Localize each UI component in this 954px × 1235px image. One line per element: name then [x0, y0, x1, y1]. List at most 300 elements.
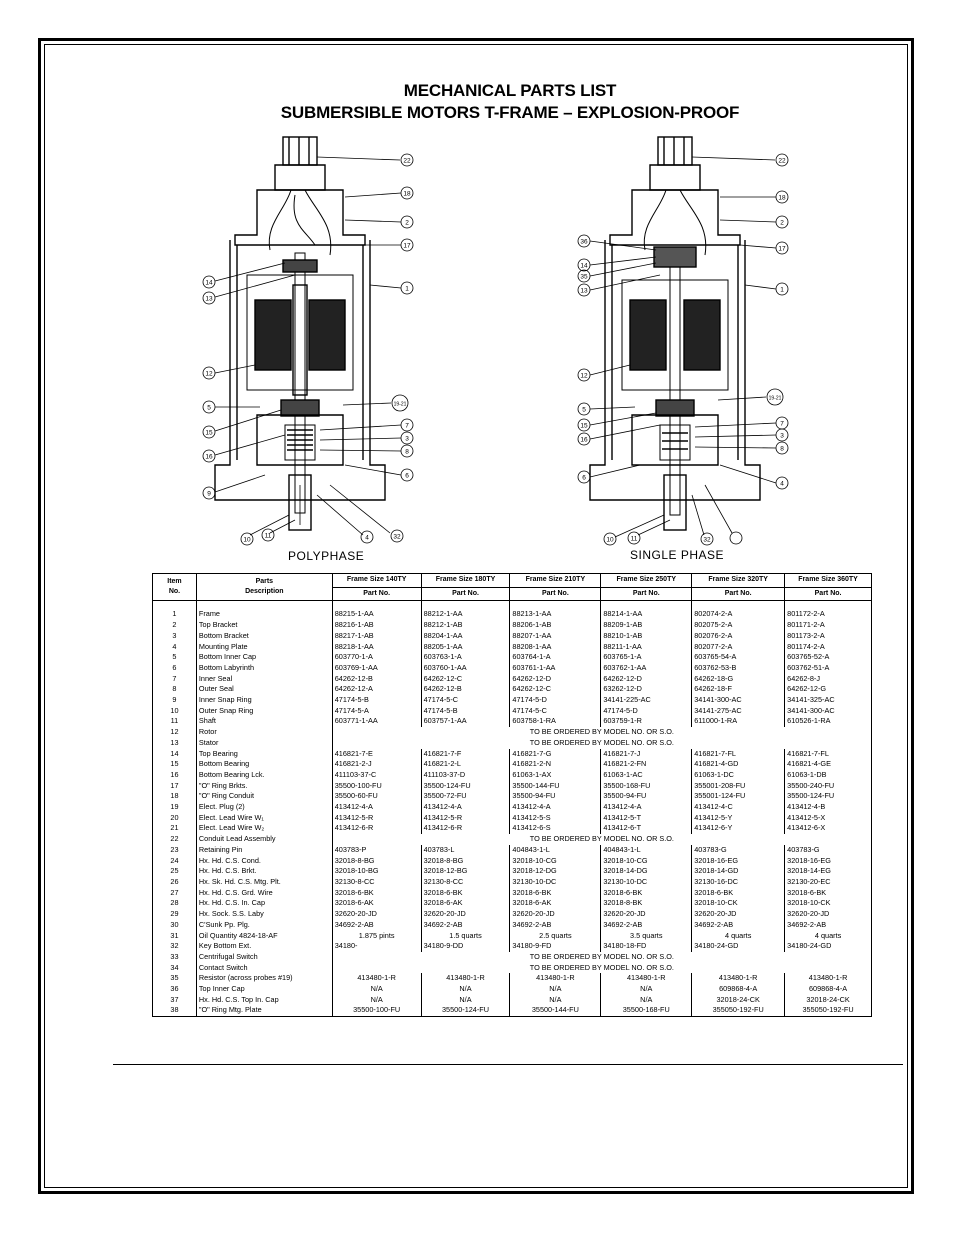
part-number-cell: 61063-1-AX [510, 770, 601, 781]
callout-number: 9 [207, 490, 211, 498]
part-number-cell: 802076-2-A [692, 631, 785, 642]
part-number-cell: N/A [601, 984, 692, 995]
part-number-cell: 413412-5-R [421, 813, 510, 824]
part-description: "O" Ring Mtg. Plate [196, 1005, 332, 1016]
col-header-frame-140ty: Frame Size 140TY [332, 574, 421, 588]
table-row [153, 995, 872, 1006]
part-number-cell: 64262-12-A [332, 684, 421, 695]
part-number-cell: 2.5 quarts [510, 931, 601, 942]
part-description: Frame [196, 609, 332, 620]
table-row [153, 631, 872, 642]
part-number-cell: N/A [601, 995, 692, 1006]
table-row [153, 684, 872, 695]
table-row [153, 674, 872, 685]
part-number-cell: 34141-275-AC [692, 706, 785, 717]
part-number-cell: 88208-1-AA [510, 642, 601, 653]
col-header-partno: Part No. [601, 587, 692, 601]
part-number-cell: 61063-1-DC [692, 770, 785, 781]
col-header-frame-210ty: Frame Size 210TY [510, 574, 601, 588]
part-number-cell: 603765-1-A [601, 652, 692, 663]
col-header-frame-360ty: Frame Size 360TY [785, 574, 872, 588]
part-number-cell: 355050-192-FU [785, 1005, 872, 1016]
part-description: C'Sunk Pp. Plg. [196, 920, 332, 931]
col-header-partno: Part No. [332, 587, 421, 601]
part-number-cell: 35500-72-FU [421, 791, 510, 802]
part-description: Contact Switch [196, 963, 332, 974]
item-number: 14 [153, 749, 197, 760]
part-number-cell: 32018-6-AK [510, 898, 601, 909]
callout-number: 15 [580, 422, 588, 430]
part-number-cell: 413480-1-R [510, 973, 601, 984]
item-number: 12 [153, 727, 197, 738]
table-row [153, 749, 872, 760]
part-number-cell: 413412-6-T [601, 823, 692, 834]
part-number-cell: 35500-168-FU [601, 1005, 692, 1016]
callout-number: 13 [580, 287, 588, 295]
part-number-cell: 35500-144-FU [510, 781, 601, 792]
order-by-model-note: TO BE ORDERED BY MODEL NO. OR S.O. [332, 738, 871, 749]
part-number-cell: 413412-4-C [692, 802, 785, 813]
item-number: 32 [153, 941, 197, 952]
part-number-cell: 35500-60-FU [332, 791, 421, 802]
table-row [153, 770, 872, 781]
part-number-cell: 801174-2-A [785, 642, 872, 653]
part-number-cell: 63262-12-D [601, 684, 692, 695]
part-number-cell: 603762-51-A [785, 663, 872, 674]
part-number-cell: 64262-18-G [692, 674, 785, 685]
part-number-cell: 32018-10-BG [332, 866, 421, 877]
table-row [153, 920, 872, 931]
item-number: 7 [153, 674, 197, 685]
part-number-cell: 32018-6-AK [332, 898, 421, 909]
part-number-cell: 603763-1-A [421, 652, 510, 663]
part-number-cell: 413480-1-R [785, 973, 872, 984]
item-number: 33 [153, 952, 197, 963]
callout-number: 2 [405, 219, 409, 227]
table-row [153, 931, 872, 942]
part-description: Hx. Hd. C.S. Brkt. [196, 866, 332, 877]
item-number: 26 [153, 877, 197, 888]
callout-number: 11 [264, 532, 272, 540]
part-number-cell: 32018-16-EG [692, 856, 785, 867]
part-number-cell: 413412-5-S [510, 813, 601, 824]
table-row [153, 834, 872, 845]
callout-number: 4 [780, 480, 784, 488]
page-title: MECHANICAL PARTS LIST [403, 81, 617, 100]
part-number-cell: 35500-240-FU [785, 781, 872, 792]
part-number-cell: 3.5 quarts [601, 931, 692, 942]
part-number-cell: 355001-208-FU [692, 781, 785, 792]
part-number-cell: 88209-1-AB [601, 620, 692, 631]
item-number: 19 [153, 802, 197, 813]
part-number-cell: 35500-168-FU [601, 781, 692, 792]
callout-number: 12 [205, 370, 213, 378]
table-row [153, 642, 872, 653]
part-number-cell: 32620-20-JD [785, 909, 872, 920]
item-number: 38 [153, 1005, 197, 1016]
item-number: 29 [153, 909, 197, 920]
part-number-cell: 403783-L [421, 845, 510, 856]
part-description: Shaft [196, 716, 332, 727]
part-description: Hx. Hd. C.S. Grd. Wire [196, 888, 332, 899]
table-row [153, 663, 872, 674]
table-row [153, 973, 872, 984]
part-number-cell: 32018-8-BK [601, 898, 692, 909]
col-header-item: Item No. [153, 574, 197, 601]
table-spacer-row [153, 601, 872, 610]
part-number-cell: 416821-7-FL [692, 749, 785, 760]
item-number: 4 [153, 642, 197, 653]
part-number-cell: 411103-37-D [421, 770, 510, 781]
part-description: Inner Seal [196, 674, 332, 685]
item-number: 8 [153, 684, 197, 695]
part-number-cell: 34180-9-DD [421, 941, 510, 952]
part-number-cell: 603761-1-AA [510, 663, 601, 674]
callout-number: 17 [403, 242, 411, 250]
part-number-cell: 47174-5-B [332, 695, 421, 706]
part-number-cell: N/A [510, 984, 601, 995]
part-number-cell: 32130-8-CC [332, 877, 421, 888]
table-row [153, 877, 872, 888]
part-number-cell: 34692-2-AB [332, 920, 421, 931]
table-row [153, 952, 872, 963]
part-number-cell: 64262-12-C [510, 684, 601, 695]
part-number-cell: 801172-2-A [785, 609, 872, 620]
part-number-cell: 416821-7-G [510, 749, 601, 760]
part-number-cell: 64262-12-B [332, 674, 421, 685]
callout-number: 5 [207, 404, 211, 412]
part-number-cell: 802074-2-A [692, 609, 785, 620]
part-number-cell: 355001-124-FU [692, 791, 785, 802]
part-number-cell: 413480-1-R [692, 973, 785, 984]
part-number-cell: 32130-16-DC [692, 877, 785, 888]
part-number-cell: 413480-1-R [332, 973, 421, 984]
table-row [153, 738, 872, 749]
callout-number: 22 [403, 157, 411, 165]
table-row [153, 759, 872, 770]
part-number-cell: 32620-20-JD [510, 909, 601, 920]
part-number-cell: 413412-4-B [785, 802, 872, 813]
callout-number: 16 [205, 453, 213, 461]
part-number-cell: 610526-1-RA [785, 716, 872, 727]
callout-number: 14 [580, 262, 588, 270]
col-header-partno: Part No. [785, 587, 872, 601]
part-number-cell: 603759-1-R [601, 716, 692, 727]
part-number-cell: 413412-6-R [421, 823, 510, 834]
callout-number: 4 [365, 534, 369, 542]
part-number-cell: 603760-1-AA [421, 663, 510, 674]
part-number-cell: 32018-14-EG [785, 866, 872, 877]
part-description: Conduit Lead Assembly [196, 834, 332, 845]
part-number-cell: 603770-1-A [332, 652, 421, 663]
part-description: Bottom Bearing Lck. [196, 770, 332, 781]
item-number: 10 [153, 706, 197, 717]
part-number-cell: 416821-7-FL [785, 749, 872, 760]
part-number-cell: 416821-2-J [332, 759, 421, 770]
part-number-cell: 35500-124-FU [785, 791, 872, 802]
part-number-cell: 34180- [332, 941, 421, 952]
part-number-cell: 413412-6-R [332, 823, 421, 834]
part-number-cell: 603769-1-AA [332, 663, 421, 674]
part-number-cell: 34692-2-AB [601, 920, 692, 931]
item-number: 36 [153, 984, 197, 995]
part-description: Elect. Lead Wire W₁ [196, 813, 332, 824]
part-description: Bottom Bracket [196, 631, 332, 642]
part-number-cell: 32018-14-DG [601, 866, 692, 877]
part-number-cell: 32018-24-CK [692, 995, 785, 1006]
part-number-cell: 88213-1-AA [510, 609, 601, 620]
part-number-cell: 32018-6-BK [692, 888, 785, 899]
part-number-cell: 32018-10-CK [785, 898, 872, 909]
part-number-cell: 32130-10-DC [601, 877, 692, 888]
part-number-cell: 413412-6-Y [692, 823, 785, 834]
part-number-cell: 413412-5-T [601, 813, 692, 824]
part-description: Outer Seal [196, 684, 332, 695]
item-number: 5 [153, 652, 197, 663]
part-number-cell: 88211-1-AA [601, 642, 692, 653]
col-header-partno: Part No. [510, 587, 601, 601]
part-description: Mounting Plate [196, 642, 332, 653]
item-number: 6 [153, 663, 197, 674]
part-description: Hx. Sock. S.S. Laby [196, 909, 332, 920]
callout-number: 19-21 [768, 395, 782, 402]
part-number-cell: 413480-1-R [421, 973, 510, 984]
part-description: Elect. Lead Wire W₂ [196, 823, 332, 834]
part-number-cell: 416821-2-FN [601, 759, 692, 770]
part-number-cell: 413412-5-X [785, 813, 872, 824]
part-number-cell: 32018-12-DG [510, 866, 601, 877]
part-number-cell: 603757-1-AA [421, 716, 510, 727]
callout-number: 19-21 [393, 401, 407, 408]
part-number-cell: 32018-6-AK [421, 898, 510, 909]
order-by-model-note: TO BE ORDERED BY MODEL NO. OR S.O. [332, 834, 871, 845]
table-row [153, 823, 872, 834]
item-number: 27 [153, 888, 197, 899]
part-number-cell: 4 quarts [692, 931, 785, 942]
part-number-cell: 88212-1-AA [421, 609, 510, 620]
part-number-cell: 4 quarts [785, 931, 872, 942]
part-number-cell: 32620-20-JD [332, 909, 421, 920]
order-by-model-note: TO BE ORDERED BY MODEL NO. OR S.O. [332, 963, 871, 974]
part-number-cell: 801171-2-A [785, 620, 872, 631]
part-number-cell: 88205-1-AA [421, 642, 510, 653]
part-number-cell: 355050-192-FU [692, 1005, 785, 1016]
callout-number: 18 [403, 190, 411, 198]
part-number-cell: 609868-4-A [692, 984, 785, 995]
part-description: Oil Quantity 4824-18-AF [196, 931, 332, 942]
part-number-cell: 603762-1-AA [601, 663, 692, 674]
part-number-cell: 603771-1-AA [332, 716, 421, 727]
part-number-cell: 32620-20-JD [601, 909, 692, 920]
part-description: Hx. Sk. Hd. C.S. Mtg. Plt. [196, 877, 332, 888]
col-header-frame-180ty: Frame Size 180TY [421, 574, 510, 588]
table-row [153, 652, 872, 663]
callout-number: 10 [243, 536, 251, 544]
part-description: Rotor [196, 727, 332, 738]
part-number-cell: 416821-7-J [601, 749, 692, 760]
item-number: 35 [153, 973, 197, 984]
item-number: 1 [153, 609, 197, 620]
part-number-cell: 603758-1-RA [510, 716, 601, 727]
item-number: 17 [153, 781, 197, 792]
item-number: 23 [153, 845, 197, 856]
table-row [153, 716, 872, 727]
part-description: Bottom Bearing [196, 759, 332, 770]
callout-number: 6 [405, 472, 409, 480]
table-row [153, 866, 872, 877]
part-number-cell: 603762-53-B [692, 663, 785, 674]
part-number-cell: 416821-2-L [421, 759, 510, 770]
part-number-cell: 32018-8-BG [421, 856, 510, 867]
callout-number: 13 [205, 295, 213, 303]
callout-number: 3 [780, 432, 784, 440]
part-number-cell: 35500-94-FU [601, 791, 692, 802]
part-number-cell: 413412-4-A [332, 802, 421, 813]
part-description: Stator [196, 738, 332, 749]
part-number-cell: 413412-5-Y [692, 813, 785, 824]
part-number-cell: 603764-1-A [510, 652, 601, 663]
callout-number: 11 [630, 535, 638, 543]
part-number-cell: 64262-12-D [510, 674, 601, 685]
polyphase-label: POLYPHASE [288, 549, 365, 563]
part-description: Top Bracket [196, 620, 332, 631]
callout-number: 36 [580, 238, 588, 246]
part-number-cell: 34692-2-AB [421, 920, 510, 931]
part-number-cell: 403783-P [332, 845, 421, 856]
callout-number: 8 [405, 448, 409, 456]
table-row [153, 695, 872, 706]
table-row [153, 909, 872, 920]
item-number: 25 [153, 866, 197, 877]
part-number-cell: 34692-2-AB [692, 920, 785, 931]
part-number-cell: 416821-7-F [421, 749, 510, 760]
part-description: Centrifugal Switch [196, 952, 332, 963]
col-header-partno: Part No. [421, 587, 510, 601]
callout-number: 5 [582, 406, 586, 414]
part-number-cell: 413480-1-R [601, 973, 692, 984]
callout-number: 17 [778, 245, 786, 253]
table-row [153, 802, 872, 813]
table-row [153, 791, 872, 802]
part-number-cell: 416821-7-E [332, 749, 421, 760]
part-number-cell: 32620-20-JD [692, 909, 785, 920]
item-number: 11 [153, 716, 197, 727]
callout-number: 3 [405, 435, 409, 443]
table-row [153, 706, 872, 717]
part-number-cell: 88207-1-AA [510, 631, 601, 642]
part-number-cell: 88210-1-AB [601, 631, 692, 642]
part-description: Bottom Inner Cap [196, 652, 332, 663]
part-number-cell: 34692-2-AB [785, 920, 872, 931]
part-number-cell: 88215-1-AA [332, 609, 421, 620]
footer-rule [113, 1064, 903, 1065]
part-number-cell: 88212-1-AB [421, 620, 510, 631]
part-number-cell: 32018-10-CG [510, 856, 601, 867]
part-number-cell: N/A [510, 995, 601, 1006]
single-phase-label: SINGLE PHASE [630, 548, 725, 562]
part-number-cell: 32018-6-BK [785, 888, 872, 899]
part-description: Bottom Labyrinth [196, 663, 332, 674]
part-number-cell: 32018-6-BK [332, 888, 421, 899]
part-number-cell: 34141-225-AC [601, 695, 692, 706]
part-number-cell: 403783-G [785, 845, 872, 856]
part-number-cell: 32018-16-EG [785, 856, 872, 867]
table-row [153, 1005, 872, 1016]
part-number-cell: 32018-10-CK [692, 898, 785, 909]
part-description: Resistor (across probes #19) [196, 973, 332, 984]
part-number-cell: 413412-6-X [785, 823, 872, 834]
part-number-cell: 61063-1-AC [601, 770, 692, 781]
part-number-cell: 413412-6-S [510, 823, 601, 834]
part-number-cell: 64262-18-F [692, 684, 785, 695]
part-number-cell: 35500-144-FU [510, 1005, 601, 1016]
item-number: 24 [153, 856, 197, 867]
table-row [153, 609, 872, 620]
part-number-cell: 88206-1-AB [510, 620, 601, 631]
item-number: 31 [153, 931, 197, 942]
part-number-cell: 416821-4-GE [785, 759, 872, 770]
part-description: Top Inner Cap [196, 984, 332, 995]
callout-number: 10 [606, 536, 614, 544]
callout-number: 1 [405, 285, 409, 293]
part-number-cell: 413412-4-A [421, 802, 510, 813]
part-number-cell: 1.875 pints [332, 931, 421, 942]
part-number-cell: N/A [421, 984, 510, 995]
callout-number: 8 [780, 445, 784, 453]
part-number-cell: 61063-1-DB [785, 770, 872, 781]
part-number-cell: 413412-4-A [601, 802, 692, 813]
part-number-cell: 88218-1-AA [332, 642, 421, 653]
part-description: Inner Snap Ring [196, 695, 332, 706]
part-number-cell: 603765-54-A [692, 652, 785, 663]
polyphase-diagram [195, 135, 435, 550]
part-number-cell: 64262-12-G [785, 684, 872, 695]
callout-number: 12 [580, 372, 588, 380]
part-number-cell: 411103-37-C [332, 770, 421, 781]
item-number: 3 [153, 631, 197, 642]
col-header-frame-250ty: Frame Size 250TY [601, 574, 692, 588]
part-number-cell: 404843-1-L [601, 845, 692, 856]
callout-number: 6 [582, 474, 586, 482]
parts-table-body [153, 601, 872, 1017]
item-number: 9 [153, 695, 197, 706]
item-number: 2 [153, 620, 197, 631]
table-row [153, 620, 872, 631]
callout-number: 7 [405, 422, 409, 430]
callout-number: 2 [780, 219, 784, 227]
part-number-cell: N/A [332, 984, 421, 995]
part-number-cell: 64262-12-D [601, 674, 692, 685]
table-row [153, 813, 872, 824]
item-number: 20 [153, 813, 197, 824]
part-number-cell: 88217-1-AB [332, 631, 421, 642]
part-description: Hx. Hd. C.S. In. Cap [196, 898, 332, 909]
part-number-cell: 34180-18-FD [601, 941, 692, 952]
part-number-cell: N/A [332, 995, 421, 1006]
part-number-cell: 32018-6-BK [421, 888, 510, 899]
part-number-cell: 802075-2-A [692, 620, 785, 631]
part-description: Elect. Plug (2) [196, 802, 332, 813]
part-number-cell: 88216-1-AB [332, 620, 421, 631]
part-number-cell: 47174-5-D [601, 706, 692, 717]
part-number-cell: 88214-1-AA [601, 609, 692, 620]
callout-number: 1 [780, 286, 784, 294]
part-number-cell: 404843-1-L [510, 845, 601, 856]
part-number-cell: 1.5 quarts [421, 931, 510, 942]
item-number: 21 [153, 823, 197, 834]
callout-number: 14 [205, 279, 213, 287]
table-row [153, 781, 872, 792]
